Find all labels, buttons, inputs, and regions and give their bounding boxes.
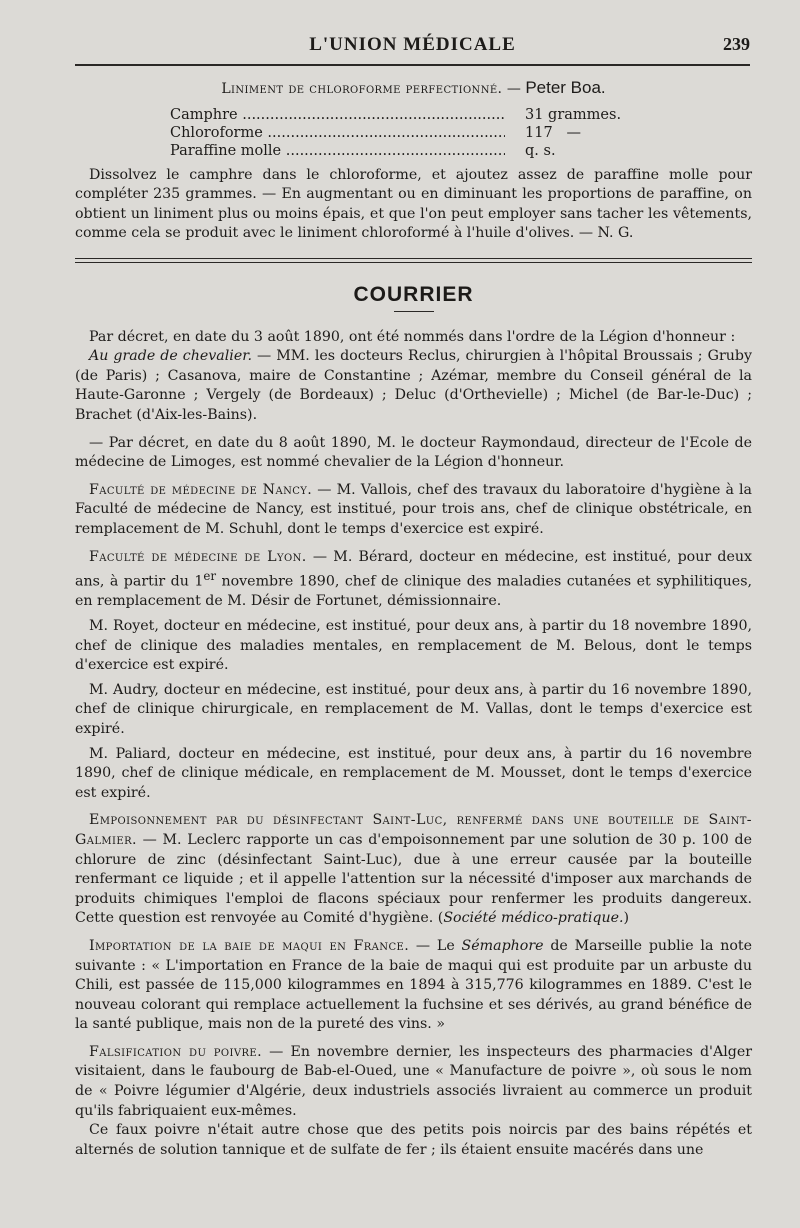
- ingredient-name: Chloroforme .....: [170, 124, 505, 142]
- ingredient-name: Camphre .....: [170, 106, 505, 124]
- liniment-title: [75, 78, 752, 100]
- page-number: 239: [723, 34, 750, 54]
- lyon-text-end: novembre 1890, chef de clinique des maladies cutanées et syphilitiques, en remplacement de M. Désir de Fortunet, démissionnaire.: [75, 573, 752, 610]
- ingredient-qty: 117 —: [525, 124, 582, 141]
- maqui-text: — Le: [409, 937, 462, 954]
- title-underline: [394, 311, 434, 312]
- paragraph-raymondaud: — Par décret, en date du 8 août 1890, M. le docteur Raymondaud, directeur de l'Ecole de médecine de Limoges, est nommé chevalier de la Légion d'honneur.: [75, 434, 752, 471]
- paragraph-paliard: M. Paliard, docteur en médecine, est institué, pour deux ans, à partir du 16 novembre 1890, chef de clinique médicale, en remplacement de M. Mousset, dont le temps d'exercice est expiré.: [75, 745, 752, 801]
- journal-name: Sémaphore: [461, 937, 544, 954]
- grade-label: Au grade de chevalier.: [89, 348, 252, 365]
- paragraph-empoisonnement: [75, 811, 752, 929]
- ingredient-name: Paraffine molle .....: [170, 142, 505, 160]
- chevaliers-text: — MM. les docteurs Reclus, chirurgien à l'hôpital Broussais ; Gruby (de Paris) ; Casanova, maire de Constantine ; Azémar, membre du Conseil général de la Haute-Garonne ; Vergely (de Bordeaux) ; Deluc (d'Orthevielle) ; Michel (de Bar-le-Duc) ; Brachet (d'Aix-les-Bains).: [75, 348, 752, 423]
- running-title: L'UNION MÉDICALE: [309, 34, 516, 55]
- poison-heading: Empoisonnement par du désinfectant Saint-Luc, renfermé dans une bouteille de Saint-Galmier.: [75, 812, 752, 848]
- paragraph-legion: Par décret, en date du 3 août 1890, ont été nommés dans l'ordre de la Légion d'honneur :: [89, 328, 736, 345]
- poivre-heading: Falsification du poivre.: [89, 1043, 263, 1060]
- paragraph-faux-poivre: Ce faux poivre n'était autre chose que des petits pois noircis par des bains répétés et alternés de solution tannique et de sulfate de fer ; ils étaient ensuite macérés dans une: [75, 1122, 752, 1158]
- section-divider: [75, 258, 752, 263]
- poison-text: — M. Leclerc rapporte un cas d'empoisonnement par une solution de 30 p. 100 de chlorure de zinc (désinfectant Saint-Luc), due à une erreur causée par la bouteille renfermant ce liquide ; et il appelle l'attention sur la nécessité d'imposer aux marchands de produits chimiques l'emploi de flacons spéciaux pour renfermer les produits dangereux. Cette question est renvoyée au Comité d'hygiène. (: [75, 831, 752, 927]
- paragraph-chevaliers: [75, 347, 752, 425]
- maqui-heading: Importation de la baie de maqui en France.: [89, 937, 410, 954]
- poison-close: ): [623, 910, 630, 927]
- nancy-text: — M. Vallois, chef des travaux du laboratoire d'hygiène à la Faculté de médecine de Nancy, est institué, pour trois ans, chef de clinique obstétricale, en remplacement de M. Schuhl, dont le temps d'exercice est expiré.: [75, 481, 752, 537]
- poison-source: Société médico-pratique.: [443, 910, 624, 927]
- paragraph-royet: M. Royet, docteur en médecine, est institué, pour deux ans, à partir du 18 novembre 1890, chef de clinique des maladies mentales, en remplacement de M. Belous, dont le temps d'exercice est expiré.: [75, 618, 752, 674]
- ingredient-qty: 31 grammes.: [525, 106, 622, 123]
- liniment-dash: —: [502, 81, 526, 97]
- ingredient-qty: q. s.: [525, 142, 556, 159]
- header-rule: [75, 64, 750, 66]
- lyon-text: — M. Bérard, docteur en médecine, est institué, pour deux ans, à partir du 1: [75, 548, 752, 590]
- maqui-text-end: de Marseille publie la note suivante : « L'importation en France de la baie de maqui qui est produite par un arbuste du Chili, est passée de 115,000 kilogrammes en 1894 à 315,776 kilogrammes en 1889. C'est le nouveau colorant qui remplace actuellement la fuchsine et ses dérivés, au grand bénéfice de la santé publique, mais non de la pureté des vins. »: [75, 937, 752, 1033]
- poivre-text: — En novembre dernier, les inspecteurs des pharmacies d'Alger visitaient, dans le faubourg de Bab-el-Oued, une « Manufacture de poivre », où sous le nom de « Poivre légumier d'Algérie, deux industriels associés livraient au commerce un produit qu'ils fabriquaient eux-mêmes.: [75, 1043, 753, 1119]
- ingredient-row: [170, 124, 650, 142]
- liniment-paragraph: Dissolvez le camphre dans le chloroforme, et ajoutez assez de paraffine molle pour compléter 235 grammes. — En augmentant ou en diminuant les proportions de paraffine, on obtient un liniment plus ou moins épais, et que l'on peut employer sans tacher les vêtements, comme cela se produit avec le liniment chloroformé à l'huile d'olives. — N. G.: [75, 166, 752, 242]
- ingredient-list: [170, 106, 650, 160]
- paragraph-nancy: [75, 481, 752, 540]
- page-content: [75, 78, 752, 1160]
- ingredient-row: [170, 142, 650, 160]
- liniment-heading: Liniment de chloroforme perfectionné.: [221, 81, 503, 97]
- lyon-heading: Faculté de médecine de Lyon.: [89, 548, 307, 565]
- ingredient-row: [170, 106, 650, 124]
- paragraph-lyon: [75, 548, 752, 613]
- paragraph-maqui: [75, 937, 752, 1035]
- paragraph-audry: M. Audry, docteur en médecine, est institué, pour deux ans, à partir du 16 novembre 1890, chef de clinique chirurgicale, en remplacement de M. Vallas, dont le temps d'exercice est expiré.: [75, 681, 752, 737]
- ordinal-suffix: er: [203, 569, 216, 584]
- liniment-author: Peter Boa.: [525, 78, 606, 97]
- paragraph-poivre: [75, 1043, 752, 1121]
- nancy-heading: Faculté de médecine de Nancy.: [89, 481, 313, 498]
- page-header: [75, 34, 750, 64]
- section-title: COURRIER: [353, 282, 474, 306]
